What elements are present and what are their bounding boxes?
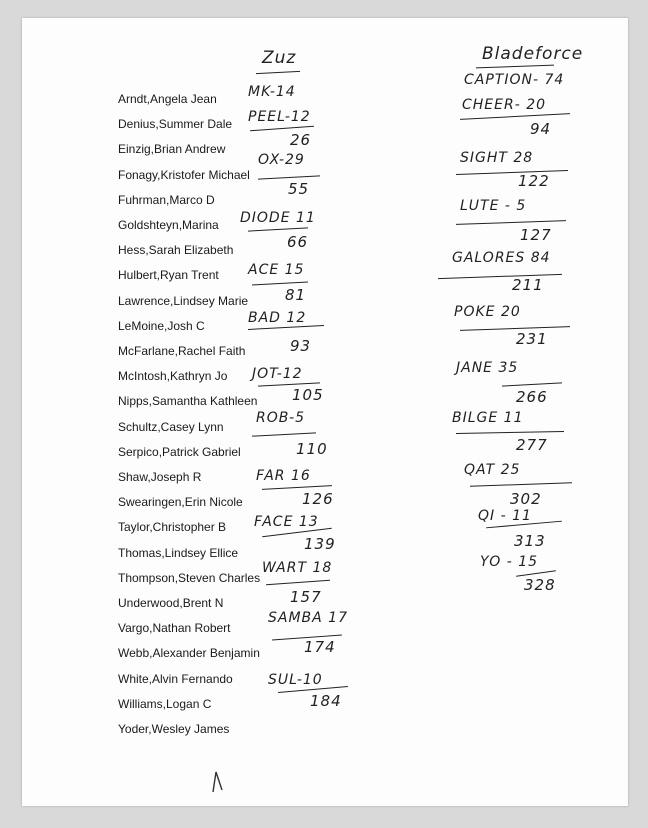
bladeforce-word-score: CAPTION- 74 bbox=[464, 72, 565, 88]
roster-name: McIntosh,Kathryn Jo bbox=[118, 369, 228, 384]
zuz-running-total: 93 bbox=[290, 337, 312, 355]
zuz-column-header: Zuz bbox=[262, 48, 297, 68]
bladeforce-word-score: LUTE - 5 bbox=[460, 198, 527, 214]
bladeforce-running-total: 328 bbox=[524, 576, 556, 594]
bladeforce-word-score: JANE 35 bbox=[456, 360, 519, 376]
zuz-word-score: FACE 13 bbox=[254, 514, 319, 530]
roster-name: Serpico,Patrick Gabriel bbox=[118, 444, 241, 459]
zuz-running-total: 105 bbox=[292, 386, 324, 404]
bladeforce-running-total: 127 bbox=[520, 226, 552, 244]
roster-name: Fonagy,Kristofer Michael bbox=[118, 167, 250, 182]
zuz-word-score: DIODE 11 bbox=[240, 210, 316, 226]
zuz-running-total: 66 bbox=[287, 233, 309, 251]
roster-name: Hulbert,Ryan Trent bbox=[118, 268, 219, 283]
bladeforce-word-score: POKE 20 bbox=[454, 304, 521, 320]
zuz-word-score: JOT-12 bbox=[252, 366, 303, 382]
bladeforce-running-total: 277 bbox=[516, 436, 548, 454]
bladeforce-running-total: 266 bbox=[516, 388, 548, 406]
roster-name: Goldshteyn,Marina bbox=[118, 218, 219, 232]
bladeforce-word-score: GALORES 84 bbox=[452, 250, 551, 266]
zuz-word-score: SUL-10 bbox=[268, 672, 323, 688]
roster-name: Underwood,Brent N bbox=[118, 596, 224, 610]
roster-name: Webb,Alexander Benjamin bbox=[118, 646, 260, 661]
bladeforce-word-score: SIGHT 28 bbox=[460, 150, 534, 166]
bladeforce-word-score: BILGE 11 bbox=[452, 410, 524, 426]
roster-name: Fuhrman,Marco D bbox=[118, 192, 215, 207]
roster-name: Hess,Sarah Elizabeth bbox=[118, 243, 234, 258]
roster-name: Schultz,Casey Lynn bbox=[118, 419, 224, 434]
zuz-word-score: WART 18 bbox=[262, 560, 333, 576]
roster-name: Lawrence,Lindsey Marie bbox=[118, 293, 249, 308]
roster-name: Williams,Logan C bbox=[118, 696, 212, 711]
bladeforce-running-total: 302 bbox=[510, 490, 542, 508]
roster-name: Denius,Summer Dale bbox=[118, 117, 233, 132]
bladeforce-running-total: 94 bbox=[530, 120, 552, 138]
zuz-running-total: 55 bbox=[288, 180, 310, 198]
zuz-running-total: 184 bbox=[310, 692, 342, 710]
roster-name: Vargo,Nathan Robert bbox=[118, 621, 231, 636]
roster-name: Thomas,Lindsey Ellice bbox=[118, 545, 239, 560]
roster-name: Shaw,Joseph R bbox=[118, 470, 202, 484]
bladeforce-running-total: 231 bbox=[516, 330, 548, 348]
zuz-running-total: 81 bbox=[285, 286, 307, 304]
bladeforce-running-total: 122 bbox=[518, 172, 550, 190]
roster-name: Taylor,Christopher B bbox=[118, 520, 227, 535]
zuz-word-score: BAD 12 bbox=[248, 310, 307, 326]
roster-name: LeMoine,Josh C bbox=[118, 318, 205, 333]
bladeforce-word-score: YO - 15 bbox=[480, 554, 539, 570]
pencil-mark-icon bbox=[210, 770, 226, 794]
zuz-running-total: 139 bbox=[304, 535, 336, 553]
roster-name: Swearingen,Erin Nicole bbox=[118, 495, 243, 510]
roster-name: Yoder,Wesley James bbox=[118, 722, 230, 736]
zuz-word-score: ROB-5 bbox=[256, 410, 306, 426]
bladeforce-word-score: QAT 25 bbox=[464, 462, 521, 478]
zuz-word-score: PEEL-12 bbox=[248, 109, 311, 125]
zuz-running-total: 26 bbox=[290, 131, 312, 149]
bladeforce-word-score: CHEER- 20 bbox=[462, 97, 547, 113]
zuz-running-total: 157 bbox=[290, 588, 322, 606]
roster-name: Einzig,Brian Andrew bbox=[118, 142, 226, 157]
zuz-word-score: FAR 16 bbox=[256, 468, 311, 484]
zuz-word-score: OX-29 bbox=[258, 152, 305, 168]
zuz-running-total: 126 bbox=[302, 490, 334, 508]
zuz-word-score: ACE 15 bbox=[248, 262, 305, 278]
bladeforce-running-total: 313 bbox=[514, 532, 546, 550]
bladeforce-running-total: 211 bbox=[512, 276, 544, 294]
bladeforce-word-score: QI - 11 bbox=[478, 508, 532, 524]
zuz-word-score: SAMBA 17 bbox=[268, 610, 348, 626]
bladeforce-column-header: Bladeforce bbox=[482, 44, 584, 64]
zuz-running-total: 110 bbox=[296, 440, 328, 458]
roster-name: Thompson,Steven Charles bbox=[118, 570, 261, 585]
roster-name: Arndt,Angela Jean bbox=[118, 92, 217, 106]
roster-name: White,Alvin Fernando bbox=[118, 671, 233, 686]
roster-name: McFarlane,Rachel Faith bbox=[118, 344, 246, 358]
zuz-running-total: 174 bbox=[304, 638, 336, 656]
zuz-word-score: MK-14 bbox=[248, 84, 296, 100]
roster-name: Nipps,Samantha Kathleen bbox=[118, 394, 258, 409]
